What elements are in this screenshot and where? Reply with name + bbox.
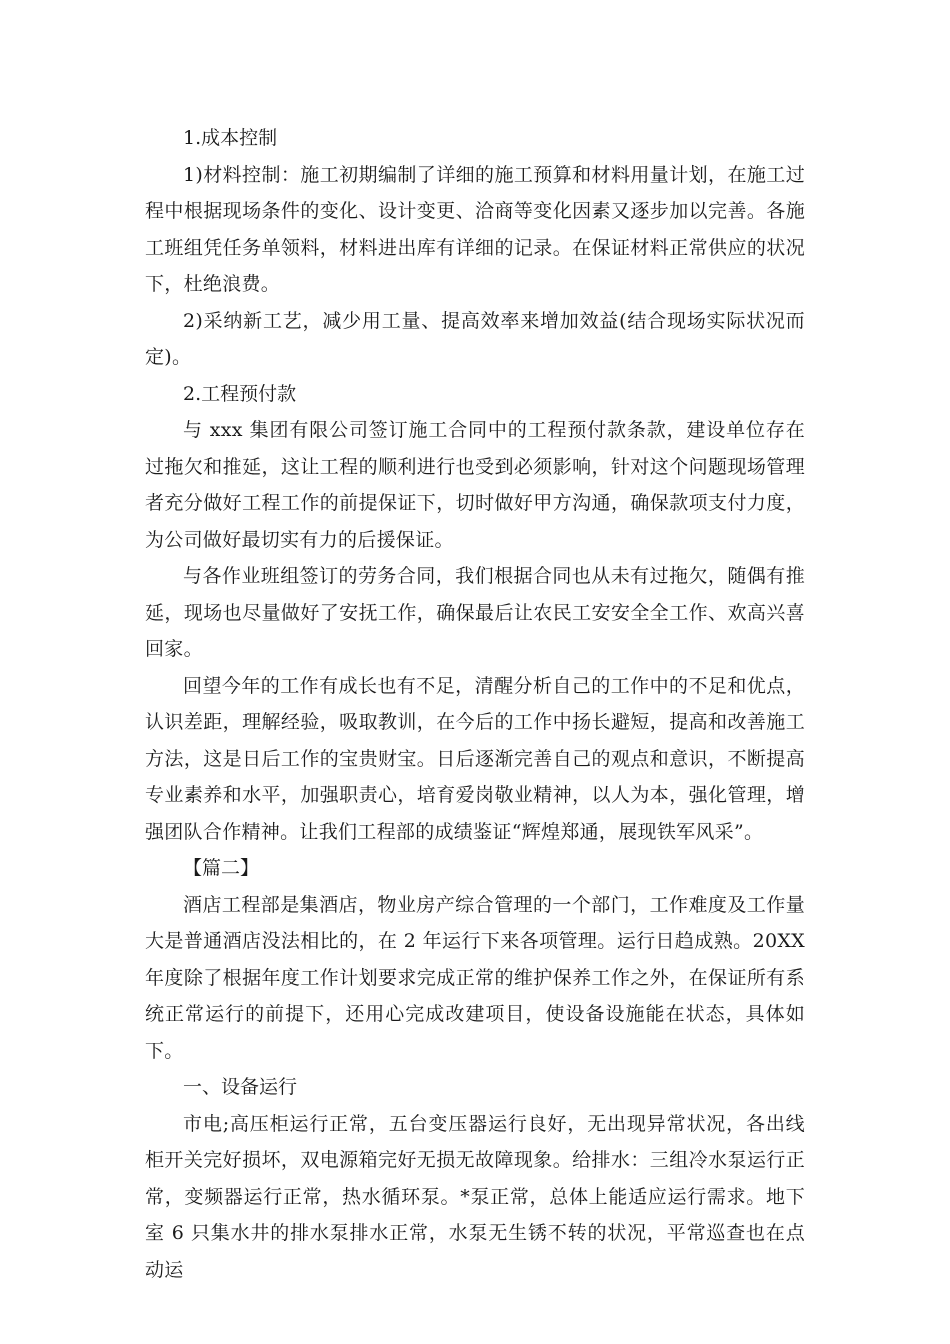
paragraph-power-water: 市电;高压柜运行正常，五台变压器运行良好，无出现异常状况，各出线柜开关完好损坏，双电源箱完好无损无故障现象。给排水：三组冷水泵运行正常，变频器运行正常，热水循环泵。*泵正常，总体上能适应运行需求。地下室 6 只集水井的排水泵排水正常，水泵无生锈不转的状况，平常巡查也在点动运	[145, 1112, 805, 1281]
section-heading-cost-control: 1.成本控制	[183, 127, 278, 149]
paragraph-material-control: 1)材料控制：施工初期编制了详细的施工预算和材料用量计划，在施工过程中根据现场条件的变化、设计变更、洽商等变化因素又逐步加以完善。各施工班组凭任务单领料，材料进出库有详细的记录。在保证材料正常供应的状况下，杜绝浪费。	[145, 163, 805, 295]
paragraph-hotel-engineering: 酒店工程部是集酒店，物业房产综合管理的一个部门，工作难度及工作量大是普通酒店没法相比的，在 2 年运行下来各项管理。运行日趋成熟。20XX 年度除了根据年度工作计划要求完成正常的维护保养工作之外，在保证所有系统正常运行的前提下，还用心完成改建项目，使设备设施能在状态，具体如下。	[145, 893, 805, 1062]
paragraph-contract-advance: 与 xxx 集团有限公司签订施工合同中的工程预付款条款，建设单位存在过拖欠和推延，这让工程的顺利进行也受到必须影响，针对这个问题现场管理者充分做好工程工作的前提保证下，切时做好甲方沟通，确保款项支付力度，为公司做好最切实有力的后援保证。	[145, 419, 805, 551]
section-heading-part-two: 【篇二】	[183, 857, 260, 879]
paragraph-year-review: 回望今年的工作有成长也有不足，清醒分析自己的工作中的不足和优点，认识差距，理解经验，吸取教训，在今后的工作中扬长避短，提高和改善施工方法，这是日后工作的宝贵财宝。日后逐渐完善自己的观点和意识，不断提高专业素养和水平，加强职责心，培育爱岗敬业精神，以人为本，强化管理，增强团队合作精神。让我们工程部的成绩鉴证“辉煌郑通，展现铁军风采”。	[145, 674, 805, 843]
paragraph-new-process: 2)采纳新工艺，减少用工量、提高效率来增加效益(结合现场实际状况而定)。	[145, 309, 805, 368]
section-heading-advance-payment: 2.工程预付款	[183, 382, 297, 405]
paragraph-labor-contract: 与各作业班组签订的劳务合同，我们根据合同也从未有过拖欠，随偶有推延，现场也尽量做好了安抚工作，确保最后让农民工安安全全工作、欢高兴喜回家。	[145, 565, 805, 660]
section-heading-equipment-operation: 一、设备运行	[183, 1076, 298, 1098]
document-page	[145, 120, 805, 1288]
